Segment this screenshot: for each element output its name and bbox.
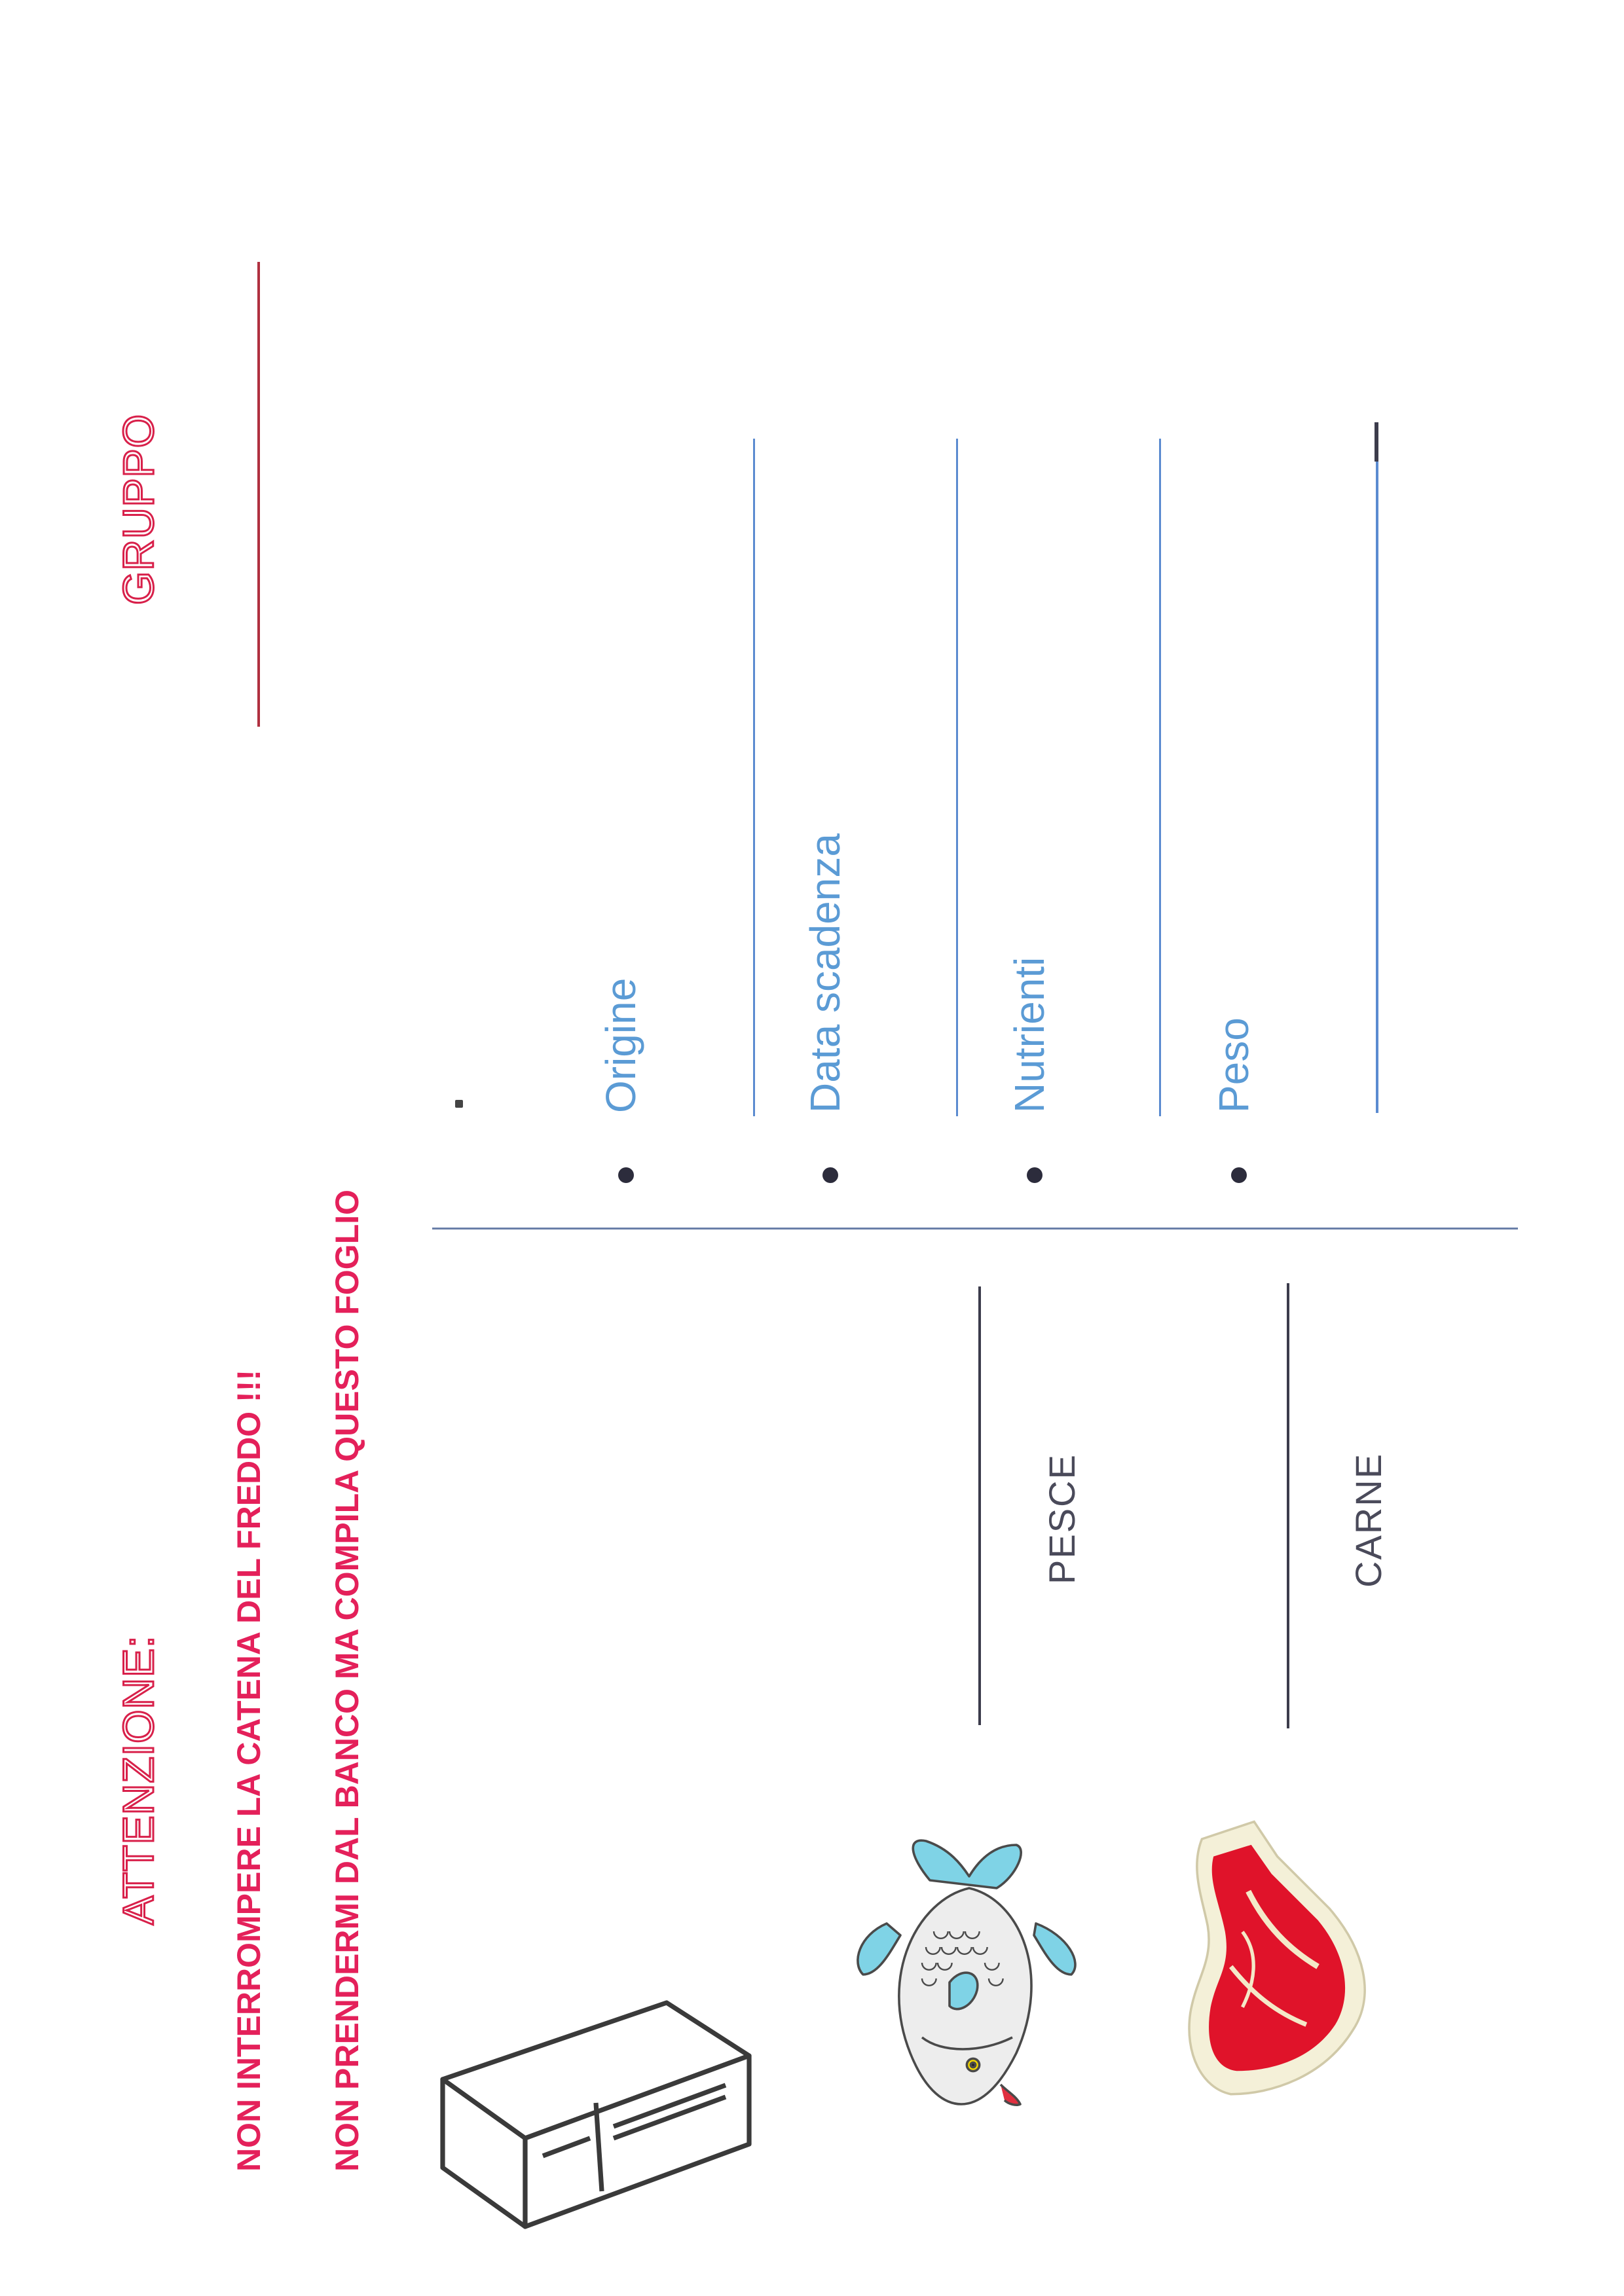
field-line-extra-cap xyxy=(1375,422,1378,462)
attention-title: ATTENZIONE: xyxy=(114,1635,162,1925)
group-write-line xyxy=(257,262,260,727)
bullet-peso xyxy=(1231,1167,1247,1183)
field-line-data-scadenza xyxy=(753,439,755,1116)
bullet-data-scadenza xyxy=(822,1167,838,1183)
field-label-peso: Peso xyxy=(1210,1017,1257,1113)
category-label-pesce: PESCE xyxy=(1041,1453,1082,1584)
warning-cold-chain: NON INTERROMPERE LA CATENA DEL FREDDO !!! xyxy=(231,1370,267,2172)
category-label-carne: CARNE xyxy=(1348,1452,1389,1588)
fridge-icon xyxy=(419,1990,773,2239)
group-label: GRUPPO xyxy=(114,413,162,605)
category-line-pesce xyxy=(978,1286,981,1725)
stray-mark xyxy=(455,1100,463,1108)
field-label-data-scadenza: Data scadenza xyxy=(802,833,849,1113)
fish-icon xyxy=(832,1748,1107,2193)
bullet-nutrienti xyxy=(1027,1167,1043,1183)
field-label-nutrienti: Nutrienti xyxy=(1006,957,1053,1113)
bullet-origine xyxy=(618,1167,634,1183)
field-line-nutrienti xyxy=(956,439,958,1116)
field-line-extra xyxy=(1376,426,1378,1113)
section-divider xyxy=(432,1228,1518,1230)
field-line-peso xyxy=(1159,439,1161,1116)
field-label-origine: Origine xyxy=(597,977,644,1113)
meat-icon xyxy=(1179,1820,1382,2102)
warning-fill-sheet: NON PRENDERMI DAL BANCO MA COMPILA QUESTO FOGLIO xyxy=(329,1189,365,2172)
category-line-carne xyxy=(1287,1283,1289,1728)
